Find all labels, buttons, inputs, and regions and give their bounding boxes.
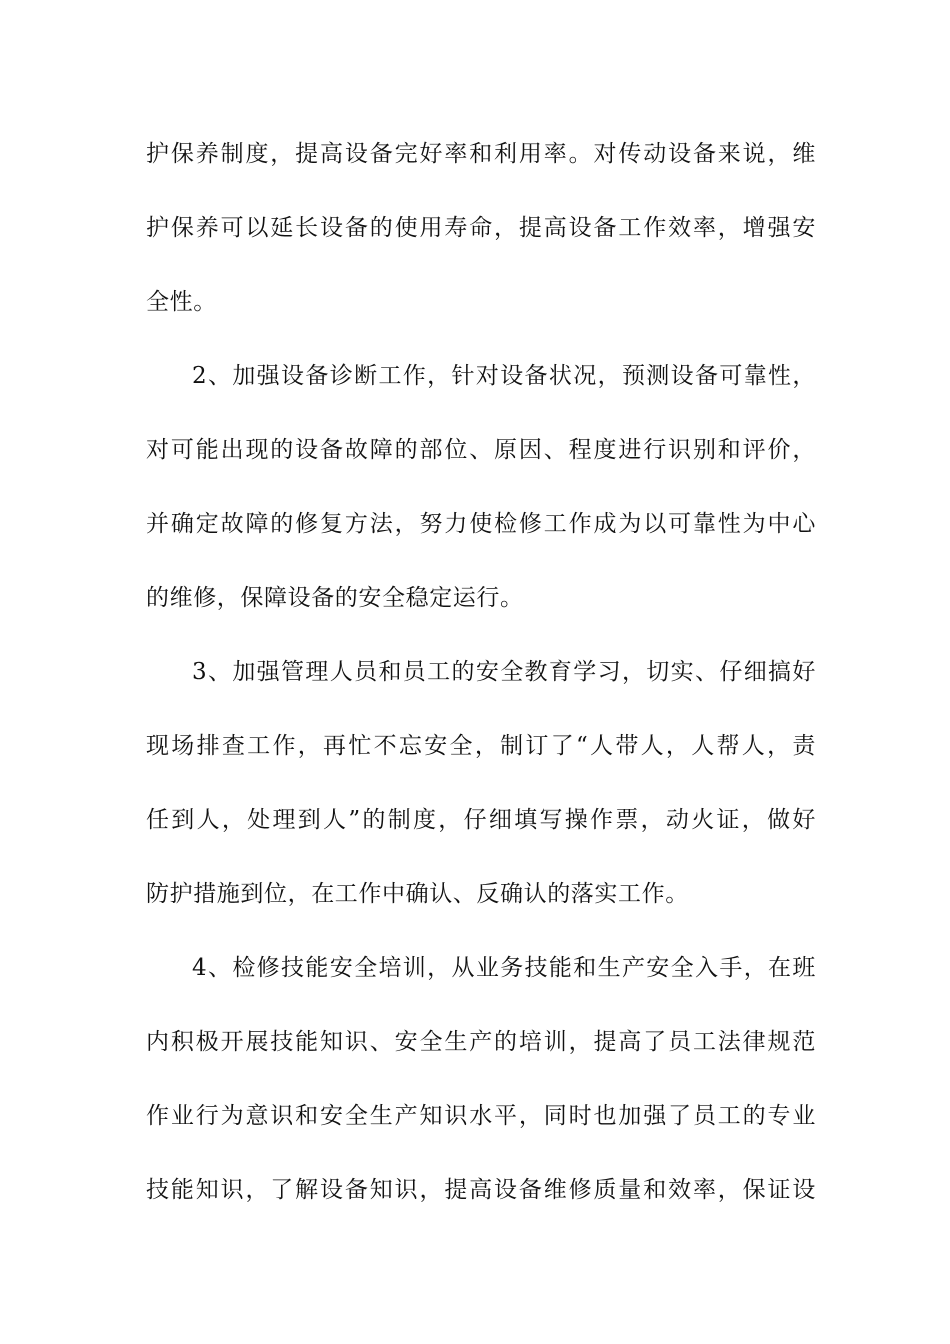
body-text [146, 127, 816, 1237]
paragraph-start-line: 4、检修技能安全培训，从业务技能和生产安全入手，在班 [192, 955, 816, 981]
text-line: 护保养可以延长设备的使用寿命，提高设备工作效率，增强安 [146, 215, 816, 241]
text-line: 现场排查工作，再忙不忘安全，制订了“人带人，人帮人，责 [146, 733, 816, 759]
text-line: 的维修，保障设备的安全稳定运行。 [146, 585, 524, 611]
text-line: 全性。 [146, 289, 217, 315]
text-line: 对可能出现的设备故障的部位、原因、程度进行识别和评价， [146, 437, 816, 463]
paragraph-start-line: 2、加强设备诊断工作，针对设备状况，预测设备可靠性， [192, 363, 816, 389]
text-line: 内积极开展技能知识、安全生产的培训，提高了员工法律规范 [146, 1029, 816, 1055]
text-line: 作业行为意识和安全生产知识水平，同时也加强了员工的专业 [146, 1103, 816, 1129]
text-line: 任到人，处理到人”的制度，仔细填写操作票，动火证，做好 [146, 807, 816, 833]
paragraph-start-line: 3、加强管理人员和员工的安全教育学习，切实、仔细搞好 [192, 659, 816, 685]
text-line: 并确定故障的修复方法，努力使检修工作成为以可靠性为中心 [146, 511, 816, 537]
text-line: 技能知识，了解设备知识，提高设备维修质量和效率，保证设 [146, 1177, 816, 1203]
text-line: 护保养制度，提高设备完好率和利用率。对传动设备来说，维 [146, 141, 816, 167]
text-line: 防护措施到位，在工作中确认、反确认的落实工作。 [146, 881, 689, 907]
